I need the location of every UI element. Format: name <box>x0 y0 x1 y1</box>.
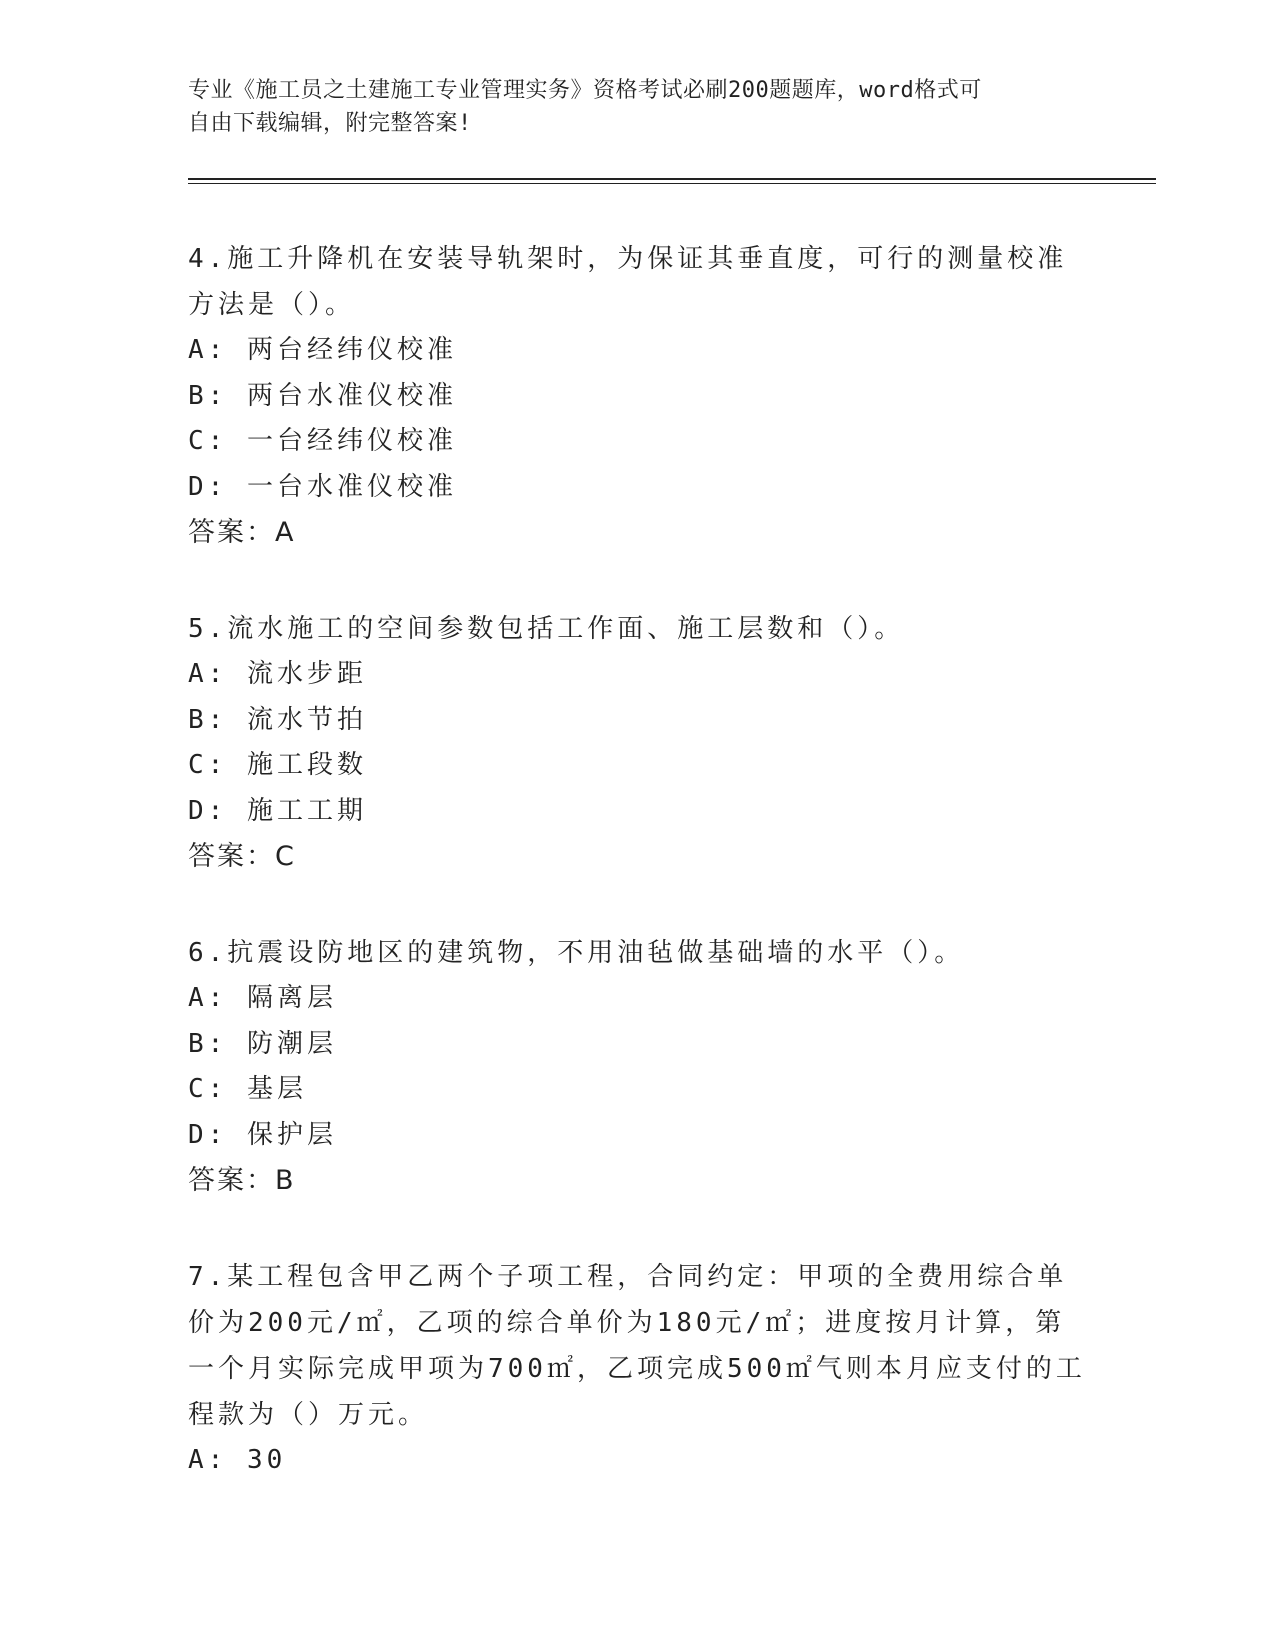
option-d: D: 保护层 <box>188 1119 337 1150</box>
header-line-1: 专业《施工员之土建施工专业管理实务》资格考试必刷200题题库，word格式可 <box>188 78 982 103</box>
answer: 答案：C <box>188 841 296 872</box>
option-b: B: 流水节拍 <box>188 704 367 735</box>
answer: 答案：B <box>188 1165 296 1196</box>
question-7 <box>188 1254 1088 1484</box>
answer: 答案：A <box>188 517 296 548</box>
question-5 <box>188 606 1088 880</box>
option-a: A: 隔离层 <box>188 983 337 1013</box>
question-list <box>188 236 1088 1534</box>
option-c: C: 施工段数 <box>188 750 367 780</box>
option-b: B: 防潮层 <box>188 1028 337 1059</box>
header-line-2: 自由下载编辑，附完整答案! <box>188 111 472 136</box>
document-header <box>188 74 1088 140</box>
question-text: 5.流水施工的空间参数包括工作面、施工层数和（）。 <box>188 614 905 644</box>
question-6 <box>188 930 1088 1204</box>
option-c: C: 基层 <box>188 1074 307 1104</box>
question-text: 4.施工升降机在安装导轨架时，为保证其垂直度，可行的测量校准方法是（）。 <box>188 244 1068 320</box>
question-4 <box>188 236 1088 556</box>
header-divider-thick <box>188 178 1156 180</box>
question-text: 7.某工程包含甲乙两个子项工程，合同约定：甲项的全费用综合单价为200元/㎡，乙项的综合单价为180元/㎡；进度按月计算，第一个月实际完成甲项为700㎡，乙项完成500㎡气则本月应支付的工程款为（）万元。 <box>188 1262 1086 1430</box>
option-a: A: 流水步距 <box>188 659 367 689</box>
option-b: B: 两台水准仪校准 <box>188 380 457 411</box>
option-d: D: 一台水准仪校准 <box>188 471 457 502</box>
option-c: C: 一台经纬仪校准 <box>188 426 457 456</box>
option-a: A: 30 <box>188 1445 287 1475</box>
header-divider-thin <box>188 183 1156 184</box>
option-a: A: 两台经纬仪校准 <box>188 335 457 365</box>
option-d: D: 施工工期 <box>188 795 367 826</box>
question-text: 6.抗震设防地区的建筑物，不用油毡做基础墙的水平（）。 <box>188 938 965 968</box>
